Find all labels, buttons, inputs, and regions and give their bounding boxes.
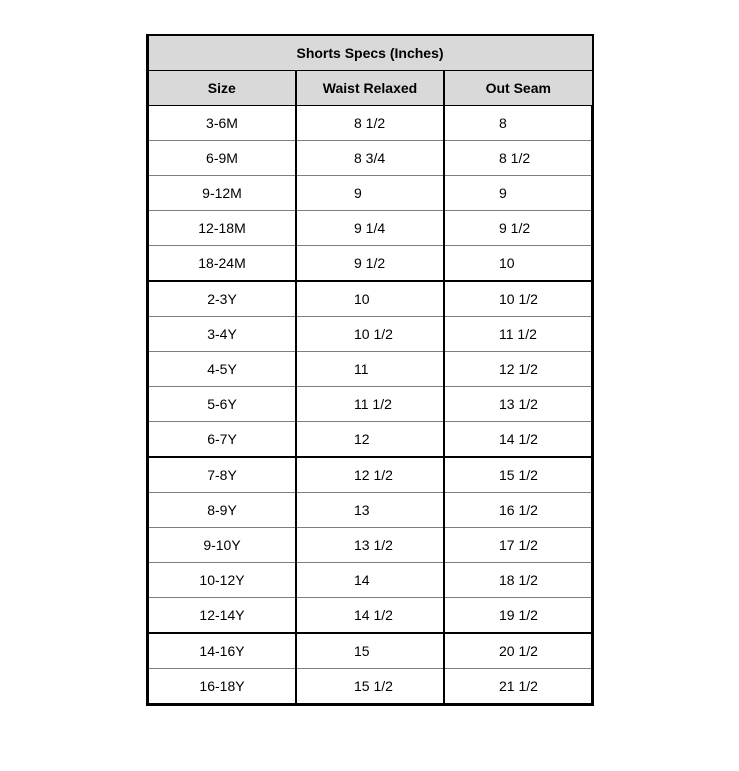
- out-seam-cell: 15 1/2: [444, 457, 592, 493]
- table-row: [148, 633, 592, 669]
- table-row: [148, 141, 592, 176]
- waist-relaxed-cell: 11: [296, 352, 444, 387]
- size-cell: 12-18M: [148, 211, 296, 246]
- out-seam-cell: 10: [444, 246, 592, 282]
- waist-relaxed-cell: 14: [296, 563, 444, 598]
- waist-relaxed-cell: 9: [296, 176, 444, 211]
- waist-relaxed-cell: 8 3/4: [296, 141, 444, 176]
- waist-relaxed-cell: 13: [296, 493, 444, 528]
- table-row: [148, 669, 592, 705]
- table-row: [148, 106, 592, 141]
- column-header-size: Size: [148, 71, 296, 106]
- waist-relaxed-cell: 15: [296, 633, 444, 669]
- size-cell: 4-5Y: [148, 352, 296, 387]
- out-seam-cell: 17 1/2: [444, 528, 592, 563]
- size-cell: 18-24M: [148, 246, 296, 282]
- table-body: [148, 106, 592, 705]
- column-header-waist-relaxed: Waist Relaxed: [296, 71, 444, 106]
- table-row: [148, 493, 592, 528]
- table-row: [148, 211, 592, 246]
- size-cell: 8-9Y: [148, 493, 296, 528]
- table-row: [148, 563, 592, 598]
- waist-relaxed-cell: 8 1/2: [296, 106, 444, 141]
- out-seam-cell: 11 1/2: [444, 317, 592, 352]
- size-cell: 14-16Y: [148, 633, 296, 669]
- waist-relaxed-cell: 10 1/2: [296, 317, 444, 352]
- size-cell: 2-3Y: [148, 281, 296, 317]
- table-title: Shorts Specs (Inches): [148, 36, 592, 71]
- waist-relaxed-cell: 13 1/2: [296, 528, 444, 563]
- out-seam-cell: 9 1/2: [444, 211, 592, 246]
- out-seam-cell: 16 1/2: [444, 493, 592, 528]
- size-cell: 6-7Y: [148, 422, 296, 458]
- table-row: [148, 246, 592, 282]
- waist-relaxed-cell: 9 1/4: [296, 211, 444, 246]
- waist-relaxed-cell: 10: [296, 281, 444, 317]
- table-row: [148, 457, 592, 493]
- out-seam-cell: 9: [444, 176, 592, 211]
- out-seam-cell: 10 1/2: [444, 281, 592, 317]
- out-seam-cell: 20 1/2: [444, 633, 592, 669]
- out-seam-cell: 21 1/2: [444, 669, 592, 705]
- size-cell: 6-9M: [148, 141, 296, 176]
- out-seam-cell: 8 1/2: [444, 141, 592, 176]
- size-cell: 10-12Y: [148, 563, 296, 598]
- table-row: [148, 317, 592, 352]
- shorts-specs-table: [147, 35, 593, 705]
- size-cell: 3-4Y: [148, 317, 296, 352]
- table-row: [148, 528, 592, 563]
- table-row: [148, 176, 592, 211]
- table-row: [148, 387, 592, 422]
- waist-relaxed-cell: 12: [296, 422, 444, 458]
- table-row: [148, 422, 592, 458]
- size-cell: 3-6M: [148, 106, 296, 141]
- out-seam-cell: 8: [444, 106, 592, 141]
- size-cell: 12-14Y: [148, 598, 296, 634]
- out-seam-cell: 14 1/2: [444, 422, 592, 458]
- size-cell: 16-18Y: [148, 669, 296, 705]
- out-seam-cell: 18 1/2: [444, 563, 592, 598]
- column-header-out-seam: Out Seam: [444, 71, 592, 106]
- table-header-row: [148, 71, 592, 106]
- out-seam-cell: 12 1/2: [444, 352, 592, 387]
- waist-relaxed-cell: 15 1/2: [296, 669, 444, 705]
- size-cell: 9-10Y: [148, 528, 296, 563]
- table-title-row: [148, 36, 592, 71]
- size-cell: 5-6Y: [148, 387, 296, 422]
- size-cell: 7-8Y: [148, 457, 296, 493]
- out-seam-cell: 13 1/2: [444, 387, 592, 422]
- size-cell: 9-12M: [148, 176, 296, 211]
- waist-relaxed-cell: 12 1/2: [296, 457, 444, 493]
- waist-relaxed-cell: 14 1/2: [296, 598, 444, 634]
- out-seam-cell: 19 1/2: [444, 598, 592, 634]
- table-row: [148, 281, 592, 317]
- waist-relaxed-cell: 9 1/2: [296, 246, 444, 282]
- waist-relaxed-cell: 11 1/2: [296, 387, 444, 422]
- table-row: [148, 598, 592, 634]
- table-row: [148, 352, 592, 387]
